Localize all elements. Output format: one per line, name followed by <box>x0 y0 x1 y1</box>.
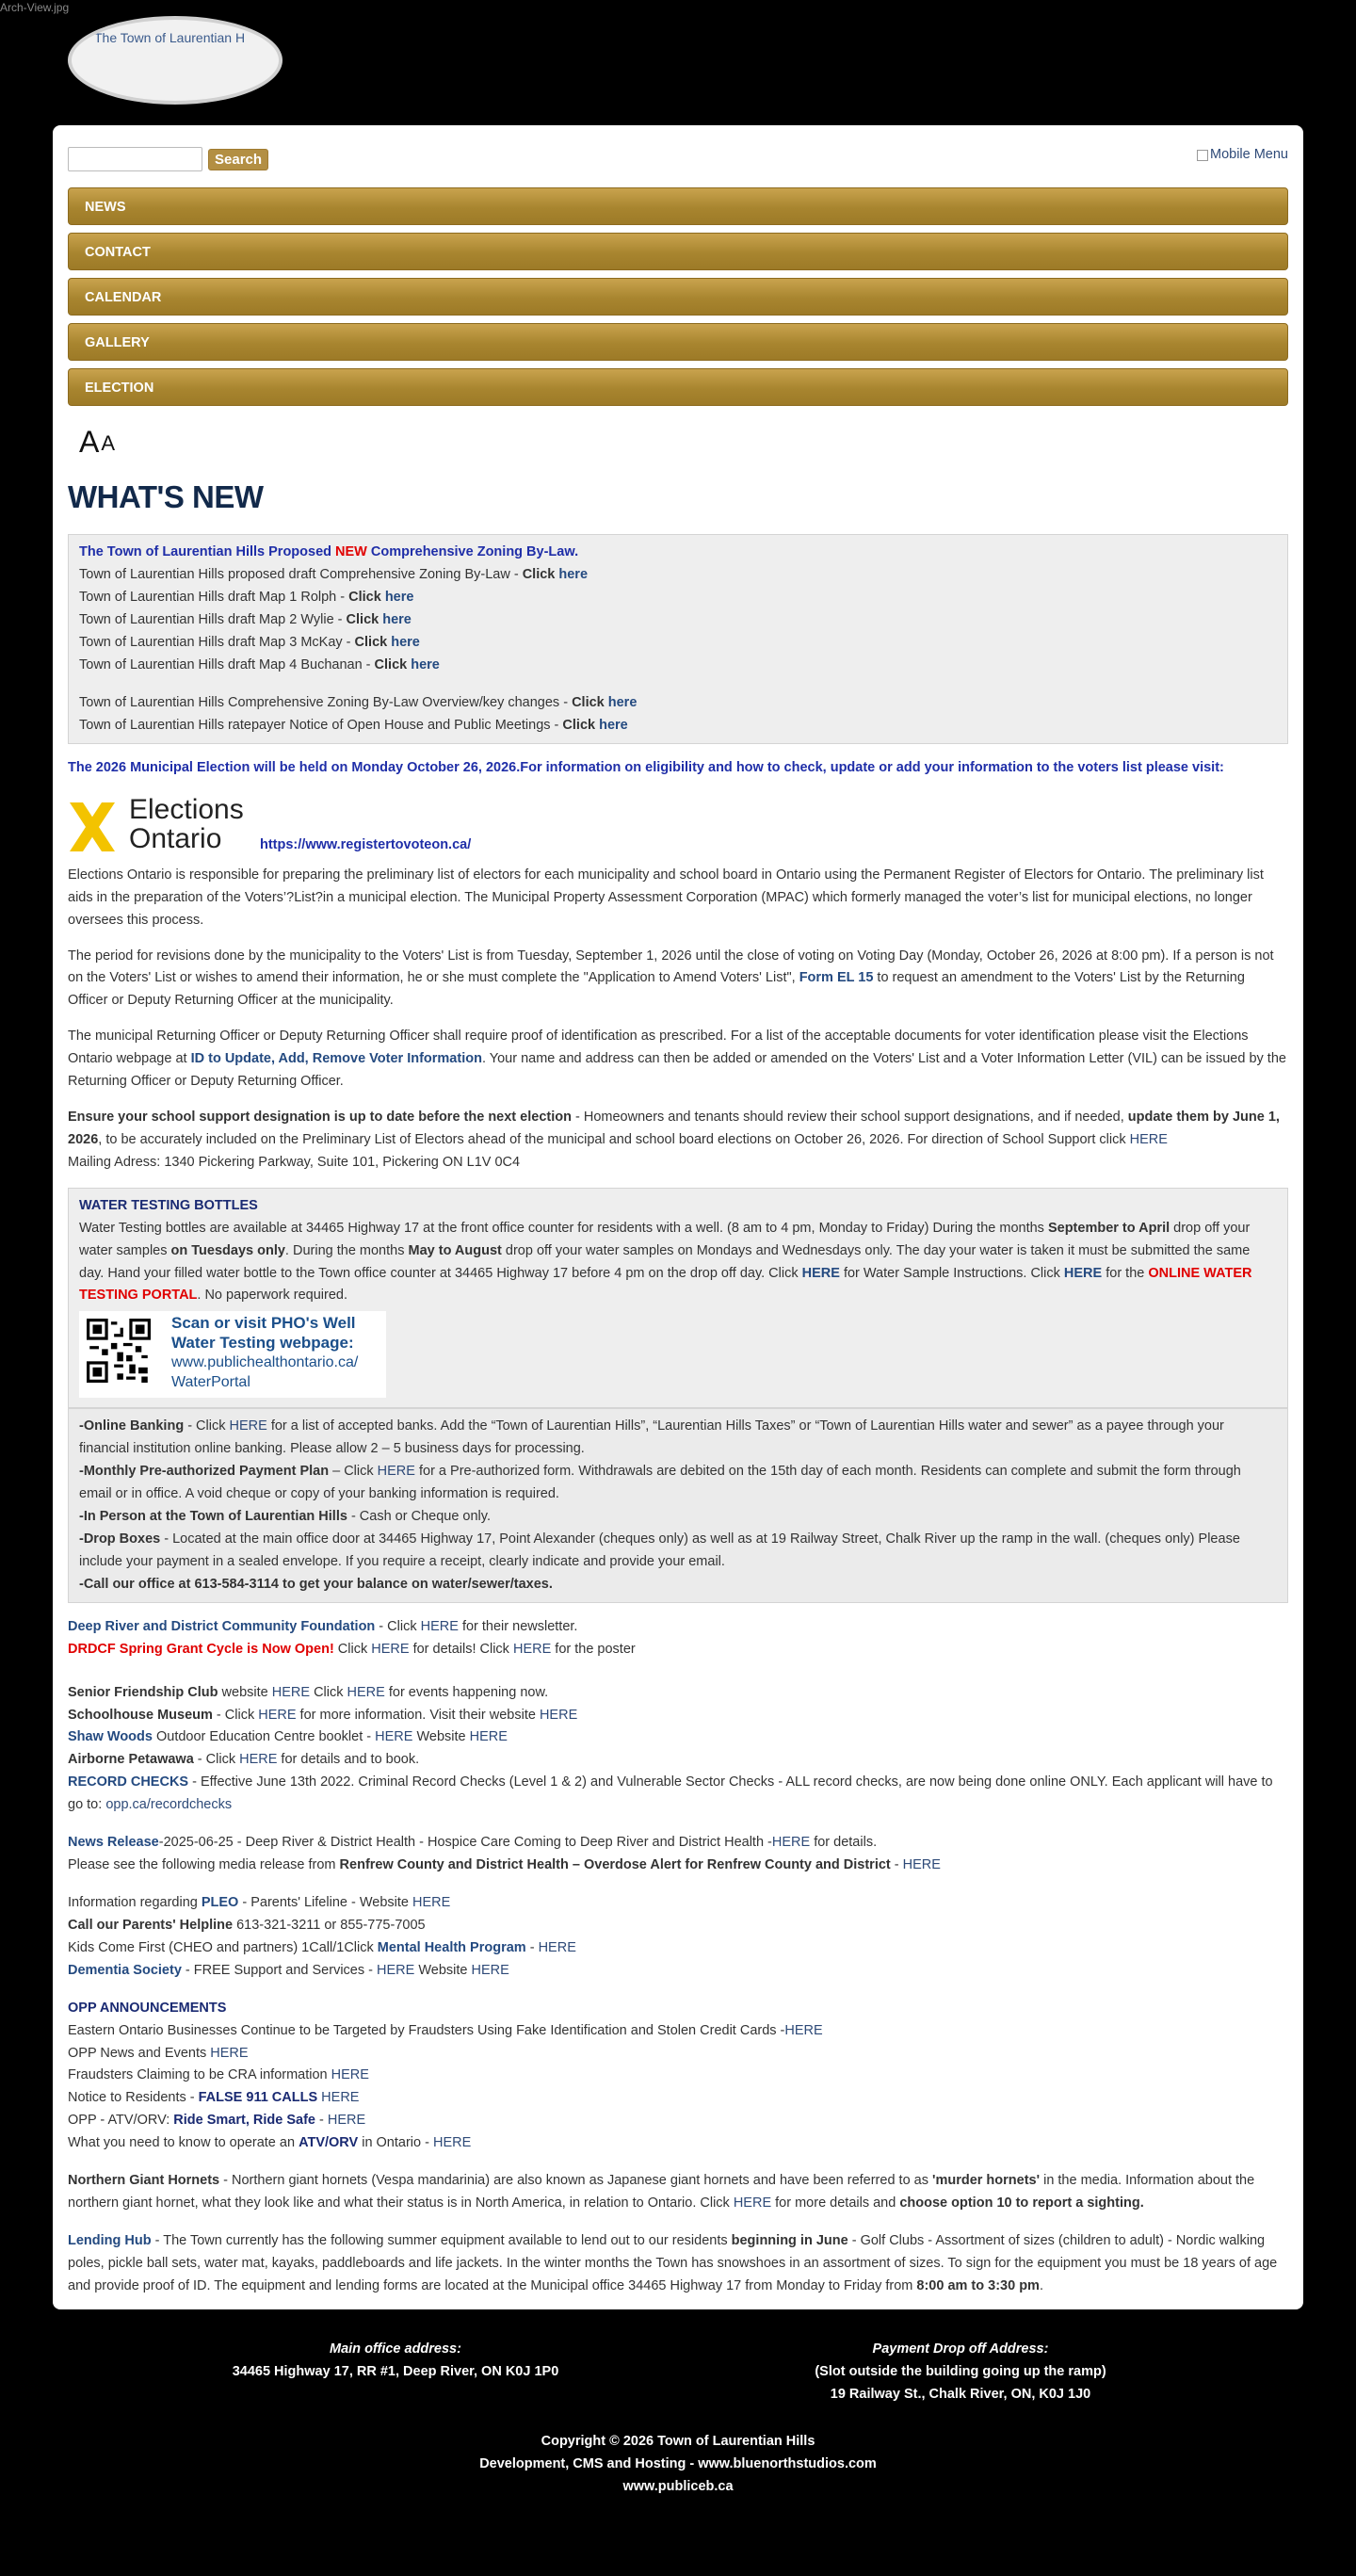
search-input[interactable] <box>68 147 202 171</box>
payment-dropoff-line: (Slot outside the building going up the ramp) <box>815 2363 1106 2379</box>
font-size-large-button[interactable]: A <box>79 425 100 459</box>
drdcf-name: Deep River and District Community Foundation <box>68 1618 376 1634</box>
election-headline: The 2026 Municipal Election will be held on Monday October 26, 2026.For information on eligibility and how to check, update or add your information to the voters list please visit: <box>68 759 1224 775</box>
opp-bold: FALSE 911 CALLS <box>198 2090 318 2106</box>
zoning-line-text: Town of Laurentian Hills ratepayer Notice of Open House and Public Meetings - <box>79 717 563 733</box>
drdcf-line <box>68 1616 1288 1639</box>
local-bold: Senior Friendship Club <box>68 1684 218 1700</box>
payments-text: – Click <box>329 1464 378 1480</box>
senior-club-line <box>68 1682 1288 1705</box>
main-nav <box>68 187 1288 406</box>
pho-qr-card <box>79 1311 386 1398</box>
payment-dropoff-address <box>678 2338 1243 2406</box>
shaw-woods-booklet-link[interactable]: HERE <box>375 1729 413 1745</box>
lending-text: - Golf Clubs - Assortment of sizes (children to adult) - Nordic walking poles, pickle ball sets, water mat, kayaks, paddleboards and life jackets. In the winter months the Town has snowshoes in an assortment of sizes. To sign for the equipment you must be 18 years of age and provide proof of ID. The equipment and lending forms are located at the Municipal office 34465 Highway 17 from Monday to Friday from <box>68 2232 1278 2293</box>
health-text: Information regarding <box>68 1895 202 1910</box>
opp-line <box>68 2020 1288 2043</box>
school-support-bold: Ensure your school support designation is up to date before the next election <box>68 1110 572 1126</box>
ride-smart-link[interactable]: HERE <box>327 2113 366 2129</box>
zoning-heading <box>79 542 1277 564</box>
zoning-line <box>79 655 1277 677</box>
health-section <box>68 1892 1288 1983</box>
online-banking <box>79 1416 1277 1461</box>
elections-ontario-row <box>68 789 1288 855</box>
qr-caption-line: Scan or visit PHO's Well <box>171 1314 356 1333</box>
school-support-text-post: , to be accurately included on the Preliminary List of Electors ahead of the municipal and school board elections on October 26, 2026. For direction of School Support click <box>98 1131 1130 1147</box>
zoning-line-click: Click <box>572 694 608 710</box>
hornets-text: in the media. Information about the northern giant hornet, what they look like and what their status is in North America, in relation to Ontario. Click <box>68 2173 1255 2211</box>
dementia-line <box>68 1960 1288 1983</box>
voter-id-link[interactable]: ID to Update, Add, Remove Voter Information <box>190 1051 482 1067</box>
payments-bold: -Call our office at 613-584-3114 to get your balance on water/sewer/taxes. <box>79 1576 553 1592</box>
grant-text: Click <box>333 1641 372 1657</box>
zoning-line <box>79 564 1277 587</box>
map3-link[interactable]: here <box>391 635 420 651</box>
payments-bold: -Online Banking <box>79 1418 185 1434</box>
water-bold: May to August <box>408 1242 502 1258</box>
local-text: for events happening now. <box>384 1684 549 1700</box>
grant-poster-link[interactable]: HERE <box>512 1641 552 1657</box>
zoning-line-text: Town of Laurentian Hills proposed draft Comprehensive Zoning By-Law - <box>79 567 523 583</box>
payments-bold: -Monthly Pre-authorized Payment Plan <box>79 1464 330 1480</box>
payments-bold: -In Person at the Town of Laurentian Hills <box>79 1509 347 1525</box>
lending-hub-section <box>68 2230 1288 2298</box>
payment-dropoff-label: Payment Drop off Address: <box>872 2341 1049 2357</box>
grant-details-link[interactable]: HERE <box>371 1641 410 1657</box>
opp-text: in Ontario - <box>358 2135 433 2151</box>
water-text: . No paperwork required. <box>197 1288 347 1304</box>
museum-info-link[interactable]: HERE <box>258 1707 297 1723</box>
senior-club-website-link[interactable]: HERE <box>271 1684 311 1700</box>
news-text: Please see the following media release from <box>68 1857 340 1873</box>
p3-text-post: . Your name and address can then be added or amended on the Voters' List and a Voter Information Letter (VIL) can be issued by the Returning Officer or Deputy Returning Officer. <box>68 1051 1286 1090</box>
opp-text: OPP - ATV/ORV: <box>68 2113 174 2129</box>
header <box>0 0 1356 125</box>
footer-copyright <box>0 2430 1356 2517</box>
opp-line <box>68 2087 1288 2110</box>
broken-image-icon <box>1197 150 1208 161</box>
health-text: 613-321-3211 or 855-775-7005 <box>233 1917 426 1933</box>
local-text: - Click <box>212 1707 259 1723</box>
zoning-line-text: Town of Laurentian Hills draft Map 1 Rolph - <box>79 590 349 606</box>
zoning-heading-pre: The Town of Laurentian Hills Proposed <box>79 544 336 560</box>
register-to-vote-link[interactable]: https://www.registertovoteon.ca/ <box>260 836 472 852</box>
drdcf-text: - Click <box>375 1618 421 1634</box>
water-testing-text <box>79 1218 1277 1308</box>
health-bold: PLEO <box>201 1895 239 1910</box>
hornets-link[interactable]: HERE <box>733 2195 772 2211</box>
water-text: Water Testing bottles are available at 34465 Highway 17 at the front office counter for residents with a well. (8 am to 4 pm, Monday to Friday) During the months <box>79 1220 1048 1236</box>
opp-text: Fraudsters Claiming to be CRA information <box>68 2067 331 2083</box>
news-release-section <box>68 1832 1288 1877</box>
opp-line <box>68 2065 1288 2087</box>
local-text: - Click <box>193 1752 240 1768</box>
zoning-line <box>79 715 1277 737</box>
museum-website-link[interactable]: HERE <box>539 1707 578 1723</box>
dementia-website-link[interactable]: HERE <box>471 1962 509 1978</box>
copyright-text: Copyright © 2026 Town of Laurentian Hills <box>541 2433 815 2449</box>
drop-boxes <box>79 1529 1277 1574</box>
overdose-alert-link[interactable]: HERE <box>902 1857 941 1873</box>
payment-dropoff-line: 19 Railway St., Chalk River, ON, K0J 1J0 <box>830 2386 1091 2402</box>
elections-ontario-x-icon <box>68 801 117 853</box>
zoning-heading-new: NEW <box>335 544 367 560</box>
opp-text: What you need to know to operate an <box>68 2135 299 2151</box>
zoning-line-text: Town of Laurentian Hills draft Map 4 Buchanan - <box>79 657 375 673</box>
local-bold: Schoolhouse Museum <box>68 1707 213 1723</box>
shaw-woods-line <box>68 1726 1288 1749</box>
water-text: . During the months <box>284 1242 409 1258</box>
map2-link[interactable]: here <box>382 612 412 628</box>
airborne-line <box>68 1749 1288 1772</box>
local-section <box>68 1682 1288 1818</box>
opp-line <box>68 2043 1288 2066</box>
hornets-section <box>68 2170 1288 2215</box>
zoning-line-click: Click <box>354 635 392 651</box>
preauthorized-payment <box>79 1461 1277 1506</box>
kids-come-first-line <box>68 1937 1288 1960</box>
wordmark-line1: Elections <box>129 793 244 825</box>
font-size-controls <box>68 413 1288 461</box>
drdcf-newsletter-link[interactable]: HERE <box>420 1618 459 1634</box>
hornets-text: - Northern giant hornets (Vespa mandarinia) are also known as Japanese giant hornets and have been referred to as <box>219 2173 932 2189</box>
site-logo[interactable] <box>68 16 282 105</box>
p2-text: The period for revisions done by the municipality to the Voters' List is from Tuesday, September 1, 2026 until the close of voting on Voting Day (Monday, October 26, 2026 at 8:00 pm). If a person is not on the Voters' List or wishes to amend their information, he or she must complete the "Application to Amend Voters' List", <box>68 948 1274 986</box>
nav-contact[interactable]: CONTACT <box>68 233 1288 270</box>
payments-text: - Located at the main office door at 34465 Highway 17, Point Alexander (cheques only) as well as at 19 Railway Street, Chalk River up the ramp in the wall. (cheques only) Please include your payment in a sealed envelope. If you require a receipt, clearly indicate and provide your email. <box>79 1531 1240 1569</box>
mental-health-link[interactable]: HERE <box>538 1939 576 1955</box>
grant-text: for the poster <box>551 1641 636 1657</box>
opp-heading: OPP ANNOUNCEMENTS <box>68 2000 227 2016</box>
map4-link[interactable]: here <box>411 657 440 673</box>
water-testing-heading: WATER TESTING BOTTLES <box>79 1197 258 1213</box>
main-office-address <box>113 2338 678 2406</box>
elections-ontario-logo <box>68 795 256 855</box>
local-bold: Airborne Petawawa <box>68 1752 194 1768</box>
font-size-small-button[interactable]: A <box>101 431 116 455</box>
opp-bold: Ride Smart, Ride Safe <box>173 2113 315 2129</box>
qr-caption-line: WaterPortal <box>171 1374 250 1391</box>
qr-caption <box>171 1313 358 1392</box>
health-bold: Dementia Society <box>68 1962 182 1978</box>
zoning-line-click: Click <box>522 567 559 583</box>
lending-text: . <box>1039 2277 1043 2293</box>
form-el15-link[interactable]: Form EL 15 <box>799 970 874 986</box>
news-text: for details. <box>810 1835 878 1851</box>
senior-club-events-link[interactable]: HERE <box>347 1684 385 1700</box>
zoning-line-text: Town of Laurentian Hills Comprehensive Zoning By-Law Overview/key changes - <box>79 694 573 710</box>
local-text: for more information. Visit their website <box>296 1707 540 1723</box>
cra-fraud-link[interactable]: HERE <box>331 2067 369 2083</box>
zoning-line <box>79 692 1277 715</box>
main-office-text: 34465 Highway 17, RR #1, Deep River, ON K0J 1P0 <box>232 2363 559 2379</box>
zoning-line-text: Town of Laurentian Hills draft Map 2 Wylie - <box>79 612 347 628</box>
pleo-website-link[interactable]: HERE <box>412 1895 451 1910</box>
in-person-payment <box>79 1506 1277 1529</box>
zoning-heading-post: Comprehensive Zoning By-Law. <box>366 544 579 560</box>
spacer <box>79 677 1277 692</box>
drdcf-text: for their newsletter. <box>458 1618 578 1634</box>
airborne-link[interactable]: HERE <box>239 1752 278 1768</box>
lending-text: - The Town currently has the following summer equipment available to lend out to our residents <box>151 2232 732 2248</box>
water-text: drop off your water samples on Mondays and Wednesdays only. The day your water is taken it must be submitted the same day. Hand your filled water bottle to the Town office counter at 34465 Highway 17 before 4 pm on the drop off day. Click <box>79 1242 1251 1281</box>
hornets-text: for more details and <box>771 2195 900 2211</box>
search-button[interactable]: Search <box>208 149 268 170</box>
health-text: - <box>525 1939 539 1955</box>
school-support-paragraph <box>68 1107 1288 1152</box>
lending-bold: 8:00 am to 3:30 pm <box>916 2277 1040 2293</box>
news-bold: Renfrew County and District Health – Overdose Alert for Renfrew County and District <box>339 1857 891 1873</box>
local-bold: Shaw Woods <box>68 1729 153 1745</box>
zoning-line-click: Click <box>346 612 383 628</box>
local-bold: RECORD CHECKS <box>68 1774 189 1790</box>
p2-text-post: to request an amendment to the Voters' List by the Returning Officer or Deputy Returning Officer at the municipality. <box>68 970 1245 1009</box>
pleo-line <box>68 1892 1288 1915</box>
school-support-deadline: update them by June 1, 2026 <box>68 1110 1280 1147</box>
water-bold: September to April <box>1047 1220 1170 1236</box>
museum-line <box>68 1705 1288 1727</box>
water-testing-box <box>68 1188 1288 1409</box>
payments-text: - Click <box>184 1418 230 1434</box>
grant-line <box>68 1639 1288 1661</box>
zoning-box <box>68 534 1288 743</box>
developer-credit: Development, CMS and Hosting - www.bluenorthstudios.com <box>479 2455 877 2471</box>
local-text: Website <box>412 1729 470 1745</box>
logo-alt-text: The Town of Laurentian H <box>94 30 246 45</box>
fraud-business-link[interactable]: HERE <box>784 2022 823 2038</box>
nav-news[interactable]: NEWS <box>68 187 1288 225</box>
grant-text: for details! Click <box>409 1641 513 1657</box>
false-911-link[interactable]: HERE <box>321 2090 360 2106</box>
nav-calendar[interactable]: CALENDAR <box>68 278 1288 316</box>
school-support-text: - Homeowners and tenants should review their school support designations, and if needed, <box>571 1110 1128 1126</box>
wordmark-line2: Ontario <box>129 822 222 854</box>
mailing-address: Mailing Adress: 1340 Pickering Parkway, Suite 101, Pickering ON L1V 0C4 <box>68 1154 521 1170</box>
publicweb-credit: www.publiceb.ca <box>622 2478 734 2494</box>
opp-text: Notice to Residents - <box>68 2090 199 2106</box>
payments-text: - Cash or Cheque only. <box>347 1509 491 1525</box>
water-portal-link[interactable]: ONLINE WATER TESTING PORTAL <box>79 1265 1252 1304</box>
payments-box <box>68 1408 1288 1602</box>
nav-election[interactable]: ELECTION <box>68 368 1288 406</box>
zoning-line-click: Click <box>562 717 600 733</box>
hornets-bold: choose option 10 to report a sighting. <box>899 2195 1144 2211</box>
opp-text: OPP News and Events <box>68 2045 211 2061</box>
call-office <box>79 1574 1277 1596</box>
school-support-link[interactable]: HERE <box>1129 1131 1168 1147</box>
health-text: - FREE Support and Services - <box>181 1962 377 1978</box>
opp-line <box>68 2132 1288 2155</box>
zoning-bylaw-link[interactable]: here <box>558 567 589 583</box>
payments-text: for a Pre-authorized form. Withdrawals are debited on the 15th day of each month. Residents can complete and submit the form through email or in office. A void cheque or copy of your banking information is required. <box>79 1464 1241 1502</box>
qr-caption-line: Water Testing webpage: <box>171 1334 354 1353</box>
news-text: -2025-06-25 - Deep River & District Health - Hospice Care Coming to Deep River and District Health - <box>158 1835 772 1851</box>
qr-code-icon <box>87 1319 151 1383</box>
health-bold: Call our Parents' Helpline <box>68 1917 234 1933</box>
local-text: Click <box>310 1684 347 1700</box>
payments-text: for a list of accepted banks. Add the “Town of Laurentian Hills”, “Laurentian Hills Taxes” or “Town of Laurentian Hills water and sewer” as a payee through your financial institution online banking. Please allow 2 – 5 business days for processing. <box>79 1418 1224 1457</box>
preauthorized-form-link[interactable]: HERE <box>377 1464 415 1480</box>
zoning-line <box>79 632 1277 655</box>
opp-bold: ATV/ORV <box>299 2135 359 2151</box>
local-text: website <box>218 1684 272 1700</box>
footer-addresses <box>0 2338 1356 2406</box>
zoning-line-text: Town of Laurentian Hills draft Map 3 McKay - <box>79 635 355 651</box>
page-title: WHAT'S NEW <box>68 479 264 514</box>
election-paragraph-3 <box>68 1026 1288 1094</box>
local-text: for details and to book. <box>277 1752 420 1768</box>
opp-text: - <box>315 2113 328 2129</box>
zoning-line-click: Click <box>348 590 385 606</box>
zoning-line <box>79 609 1277 632</box>
helpline-line <box>68 1915 1288 1937</box>
water-portal-here-link[interactable]: HERE <box>1063 1265 1103 1281</box>
hornets-bold: Northern Giant Hornets <box>68 2173 220 2189</box>
mobile-menu-label: Mobile Menu <box>1209 147 1288 162</box>
hospice-news-link[interactable]: HERE <box>771 1835 811 1851</box>
record-checks-link[interactable]: opp.ca/recordchecks <box>105 1797 233 1813</box>
opp-line <box>68 2110 1288 2132</box>
qr-caption-line: www.publichealthontario.ca/ <box>171 1354 359 1371</box>
search-bar <box>68 138 1288 180</box>
nav-gallery[interactable]: GALLERY <box>68 323 1288 361</box>
news-bold: News Release <box>68 1835 159 1851</box>
elections-ontario-wordmark <box>129 795 244 853</box>
record-checks-line <box>68 1772 1288 1817</box>
online-banking-link[interactable]: HERE <box>229 1418 267 1434</box>
zoning-line <box>79 587 1277 609</box>
health-text: - Parents' Lifeline - Website <box>238 1895 412 1910</box>
water-bold: on Tuesdays only <box>170 1242 285 1258</box>
water-text: for the <box>1102 1265 1149 1281</box>
water-text: for Water Sample Instructions. Click <box>839 1265 1064 1281</box>
p3-text: The municipal Returning Officer or Deputy Returning Officer shall require proof of identification as prescribed. For a list of the acceptable documents for voter identification please visit the Elections Ontario webpage at <box>68 1029 1249 1067</box>
opp-text: Eastern Ontario Businesses Continue to be Targeted by Fraudsters Using Fake Identification and Stolen Credit Cards - <box>68 2022 785 2038</box>
local-text: Outdoor Education Centre booklet - <box>152 1729 376 1745</box>
news-text: - <box>890 1857 903 1873</box>
water-instructions-link[interactable]: HERE <box>801 1265 840 1281</box>
water-text: drop off your water samples <box>79 1220 1251 1258</box>
hornets-bold: 'murder hornets' <box>932 2173 1041 2189</box>
header-banner-image: Arch-View.jpg <box>0 1 70 14</box>
election-paragraph-2 <box>68 946 1288 1013</box>
payments-bold: -Drop Boxes <box>79 1531 161 1547</box>
mobile-menu-button[interactable] <box>1197 144 1288 167</box>
map1-link[interactable]: here <box>384 590 414 606</box>
election-paragraph-1: Elections Ontario is responsible for preparing the preliminary list of electors for each municipality and school board in Ontario using the Permanent Register of Electors for Ontario. The preliminary list aids in the preparation of the Voters’?List?in a municipal election. The Municipal Property Assessment Corporation (MPAC) which formerly managed the voter’s list for municipal elections, no longer oversees this process. <box>68 867 1264 928</box>
opp-section <box>68 1998 1288 2155</box>
lending-bold: beginning in June <box>731 2232 848 2248</box>
dementia-support-link[interactable]: HERE <box>377 1962 415 1978</box>
open-house-link[interactable]: here <box>599 717 628 733</box>
shaw-woods-website-link[interactable]: HERE <box>469 1729 508 1745</box>
main-office-label: Main office address: <box>330 2341 461 2357</box>
overview-link[interactable]: here <box>607 694 638 710</box>
health-text: Website <box>414 1962 472 1978</box>
grant-headline: DRDCF Spring Grant Cycle is Now Open! <box>68 1641 334 1657</box>
news-release-line <box>68 1832 1288 1855</box>
atv-orv-link[interactable]: HERE <box>432 2135 472 2151</box>
main-content <box>53 125 1303 2309</box>
community-foundation-section <box>68 1616 1288 1661</box>
health-bold: Mental Health Program <box>377 1939 526 1955</box>
lending-bold: Lending Hub <box>68 2232 152 2248</box>
health-text: Kids Come First (CHEO and partners) 1Call/1Click <box>68 1939 378 1955</box>
local-text: - Effective June 13th 2022. Criminal Record Checks (Level 1 & 2) and Vulnerable Sector Checks - ALL record checks, are now being done online ONLY. Each applicant will have to go to: <box>68 1774 1273 1813</box>
opp-news-link[interactable]: HERE <box>210 2045 249 2061</box>
zoning-line-click: Click <box>374 657 412 673</box>
footer <box>0 2338 1356 2517</box>
overdose-line <box>68 1855 1288 1877</box>
